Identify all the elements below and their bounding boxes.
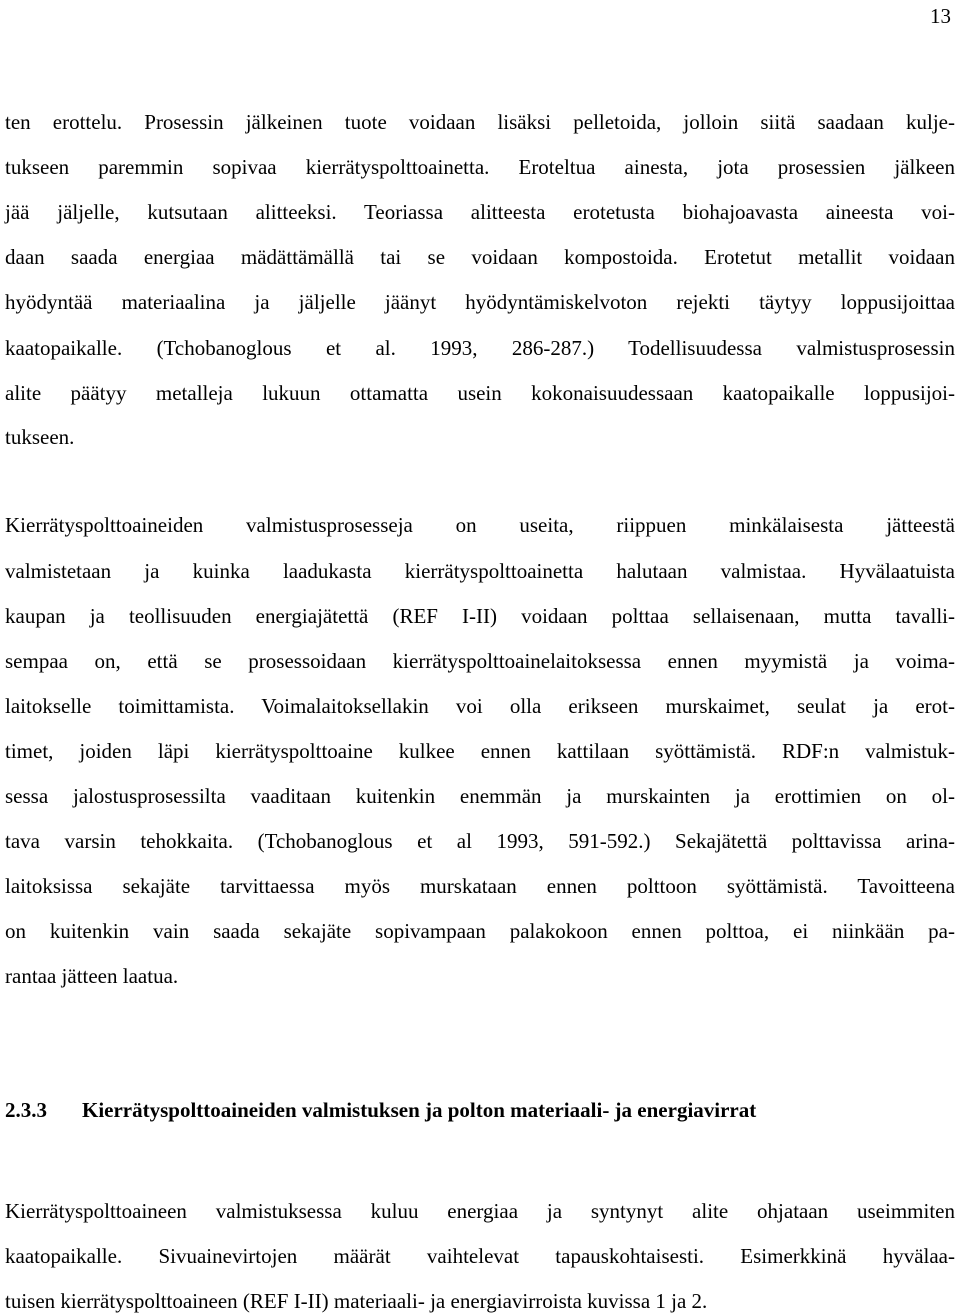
paragraph-line: daan saada energiaa mädättämällä tai se voidaan kompostoida. Erotetut metallit voidaan [5,245,955,269]
paragraph-line: sempaa on, että se prosessoidaan kierrätyspolttoainelaitoksessa ennen myymistä ja voima- [5,649,955,673]
paragraph-line: valmistetaan ja kuinka laadukasta kierrätyspolttoainetta halutaan valmistaa. Hyvälaatuista [5,559,955,583]
paragraph-line: kaatopaikalle. (Tchobanoglous et al. 1993, 286-287.) Todellisuudessa valmistusprosessin [5,336,955,360]
paragraph-line: tava varsin tehokkaita. (Tchobanoglous et al 1993, 591-592.) Sekajätettä polttavissa arina- [5,829,955,853]
paragraph-line: sessa jalostusprosessilta vaaditaan kuitenkin enemmän ja murskainten ja erottimien on ol- [5,784,955,808]
paragraph-line: tuisen kierrätyspolttoaineen (REF I-II) materiaali- ja energiavirroista kuvissa 1 ja 2. [5,1289,708,1313]
paragraph-line: alite päätyy metalleja lukuun ottamatta usein kokonaisuudessaan kaatopaikalle loppusijoi- [5,381,955,405]
paragraph-line: tukseen. [5,425,75,449]
paragraph-line: on kuitenkin vain saada sekajäte sopivampaan palakokoon ennen polttoa, ei niinkään pa- [5,919,955,943]
paragraph-line: ten erottelu. Prosessin jälkeinen tuote voidaan lisäksi pelletoida, jolloin siitä saadaan kulje- [5,110,955,134]
paragraph-line: tukseen paremmin sopivaa kierrätyspolttoainetta. Eroteltua ainesta, jota prosessien jälkeen [5,155,955,179]
section-number: 2.3.3 [5,1098,47,1122]
paragraph-line: kaupan ja teollisuuden energiajätettä (REF I-II) voidaan polttaa sellaisenaan, mutta tavalli- [5,604,955,628]
section-title: Kierrätyspolttoaineiden valmistuksen ja polton materiaali- ja energiavirrat [82,1098,757,1122]
paragraph-line: timet, joiden läpi kierrätyspolttoaine kulkee ennen kattilaan syöttämistä. RDF:n valmistuk- [5,739,955,763]
paragraph-line: Kierrätyspolttoaineen valmistuksessa kuluu energiaa ja syntynyt alite ohjataan useimmiten [5,1199,955,1223]
paragraph-line: rantaa jätteen laatua. [5,964,179,988]
page-number: 13 [930,4,951,28]
paragraph-line: kaatopaikalle. Sivuainevirtojen määrät vaihtelevat tapauskohtaisesti. Esimerkkinä hyvälaa- [5,1244,955,1268]
paragraph-line: laitokselle toimittamista. Voimalaitoksellakin voi olla erikseen murskaimet, seulat ja erot- [5,694,955,718]
section-heading [5,1098,756,1122]
paragraph-line: Kierrätyspolttoaineiden valmistusprosesseja on useita, riippuen minkälaisesta jätteestä [5,513,955,537]
paragraph-line: jää jäljelle, kutsutaan alitteeksi. Teoriassa alitteesta erotetusta biohajoavasta aineesta voi- [5,200,955,224]
paragraph-line: hyödyntää materiaalina ja jäljelle jäänyt hyödyntämiskelvoton rejekti täytyy loppusijoittaa [5,290,955,314]
paragraph-line: laitoksissa sekajäte tarvittaessa myös murskataan ennen polttoon syöttämistä. Tavoitteena [5,874,955,898]
